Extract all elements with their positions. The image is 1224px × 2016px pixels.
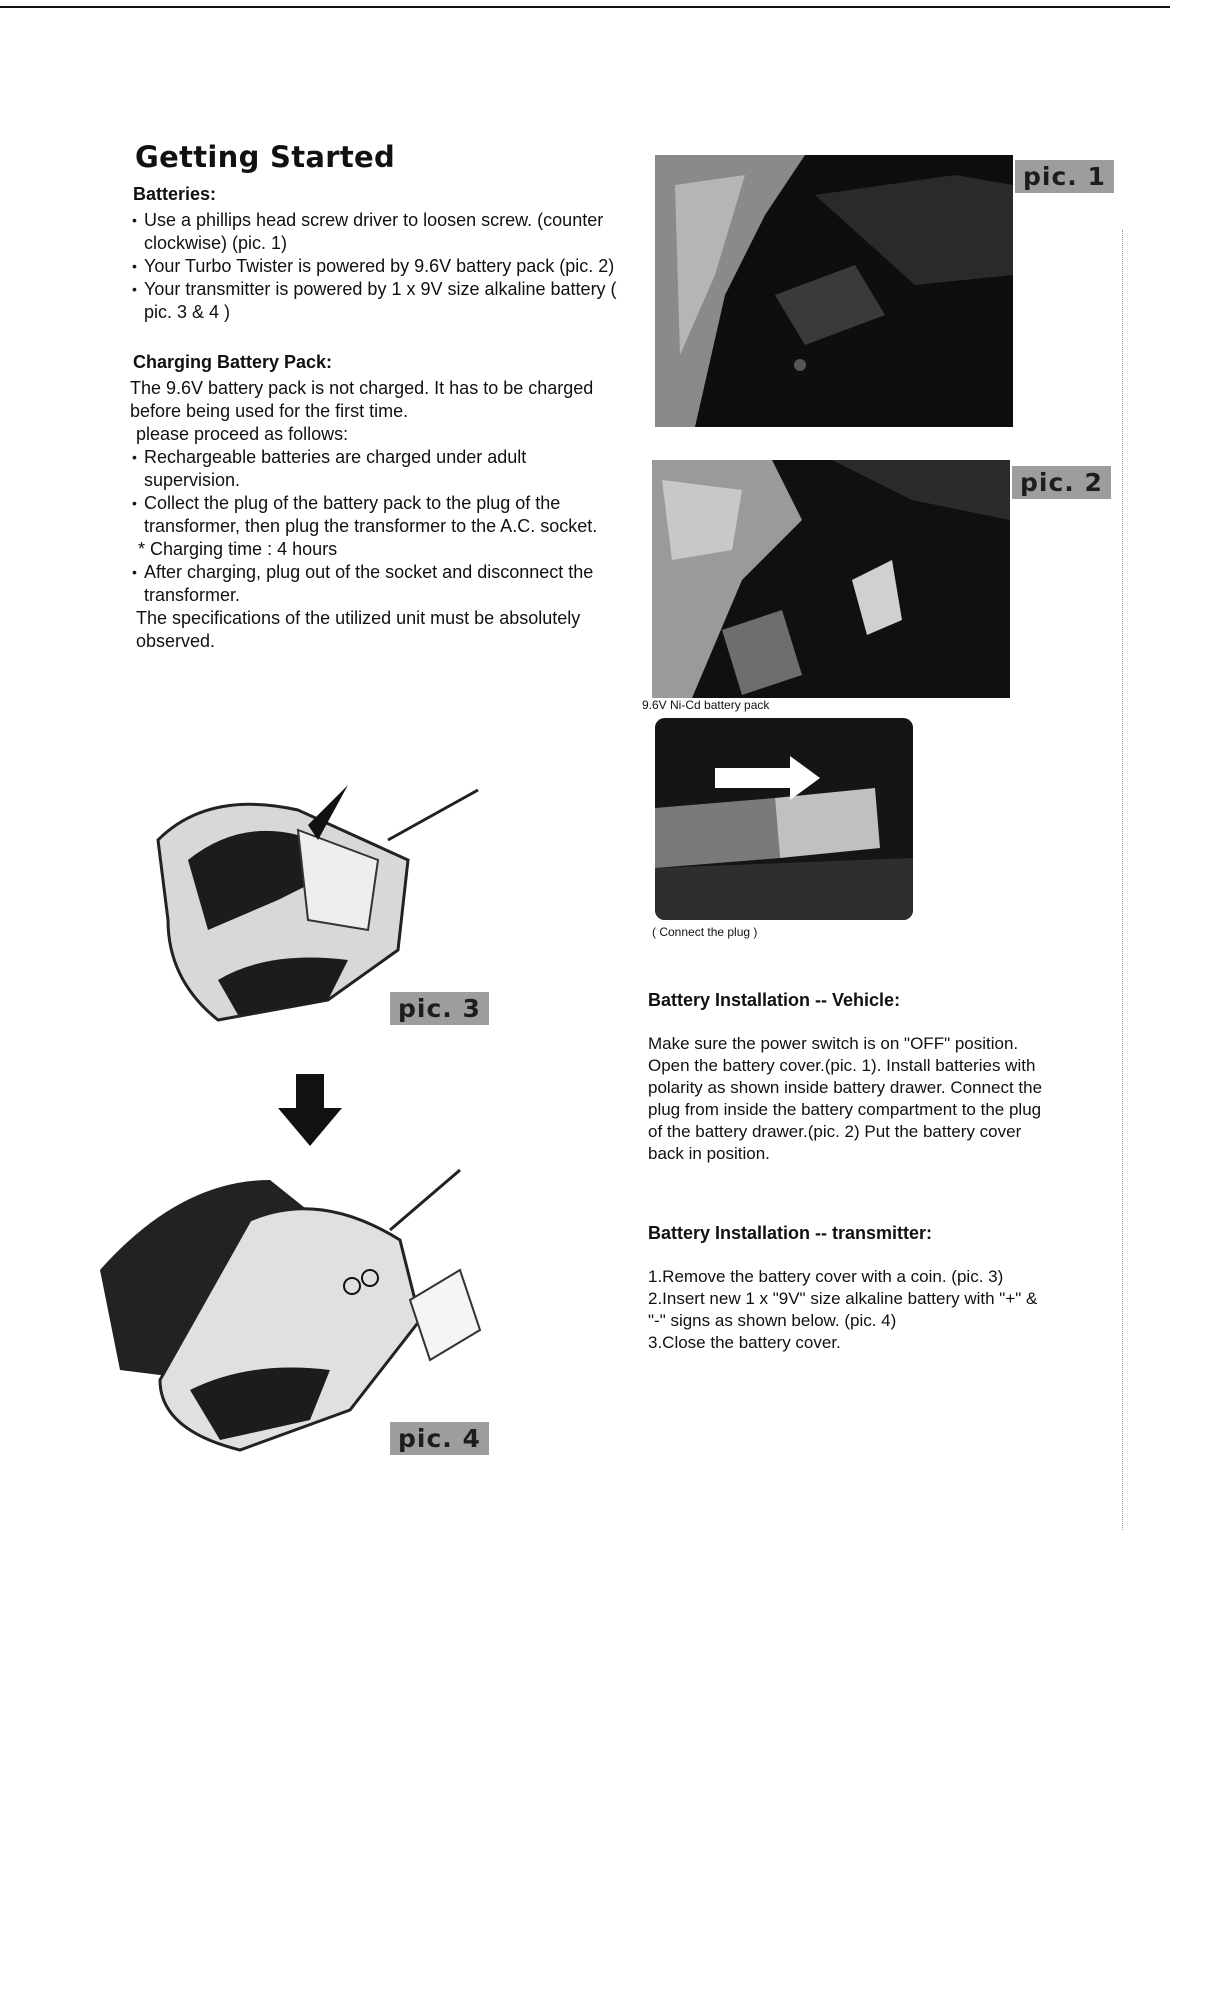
- charging-specs: The specifications of the utilized unit must be absolutely observed.: [136, 608, 581, 651]
- transmitter-steps: [648, 1266, 1048, 1354]
- transmitter-install-heading: Battery Installation -- transmitter:: [648, 1223, 933, 1243]
- connect-plug-caption: ( Connect the plug ): [652, 925, 758, 939]
- right-column: [648, 990, 1048, 1354]
- batteries-list: [130, 209, 620, 324]
- charging-list-2: [130, 561, 620, 607]
- pic-2-photo: [652, 460, 1010, 698]
- list-item: • Your transmitter is powered by 1 x 9V size alkaline battery ( pic. 3 & 4 ): [130, 278, 620, 324]
- charging-intro: The 9.6V battery pack is not charged. It has to be charged before being used for the first time.: [130, 378, 594, 421]
- pic-3-label: pic. 3: [390, 992, 489, 1025]
- pic-4-photo: [100, 1160, 500, 1460]
- left-column: [130, 140, 620, 653]
- transmitter-install-block: [648, 1223, 1048, 1354]
- vehicle-install-heading: Battery Installation -- Vehicle:: [648, 990, 901, 1010]
- list-item: • Use a phillips head screw driver to loosen screw. (counter clockwise) (pic. 1): [130, 209, 620, 255]
- vehicle-install-text: Make sure the power switch is on "OFF" position. Open the battery cover.(pic. 1). Install batteries with polarity as shown inside battery drawer. Connect the plug from inside the battery compartment to the plug of the battery drawer.(pic. 2) Put the battery cover back in position.: [648, 1034, 1043, 1163]
- pic-1-photo: [655, 155, 1013, 427]
- batteries-heading: Batteries:: [133, 184, 217, 204]
- charging-time-note: * Charging time : 4 hours: [130, 538, 620, 561]
- pic-2-label: pic. 2: [1012, 466, 1111, 499]
- charging-heading: Charging Battery Pack:: [133, 352, 333, 372]
- list-item: • Your Turbo Twister is powered by 9.6V battery pack (pic. 2): [130, 255, 620, 278]
- list-item: 1.Remove the battery cover with a coin. (pic. 3): [648, 1267, 1004, 1286]
- list-item: • Collect the plug of the battery pack to the plug of the transformer, then plug the transformer to the A.C. socket.: [130, 492, 620, 538]
- list-item: 3.Close the battery cover.: [648, 1333, 841, 1352]
- charging-proceed: please proceed as follows:: [136, 424, 349, 444]
- list-item: • After charging, plug out of the socket and disconnect the transformer.: [130, 561, 620, 607]
- connect-plug-photo: [655, 718, 913, 920]
- list-item: • Rechargeable batteries are charged under adult supervision.: [130, 446, 620, 492]
- page-edge-mark: [1122, 230, 1123, 1530]
- page-title: Getting Started: [135, 140, 396, 174]
- pic-1-label: pic. 1: [1015, 160, 1114, 193]
- charging-list: [130, 446, 620, 538]
- top-rule: [0, 6, 1170, 8]
- list-item: 2.Insert new 1 x "9V" size alkaline battery with "+" & "-" signs as shown below. (pic. 4): [648, 1289, 1038, 1330]
- down-arrow-icon: [278, 1074, 342, 1151]
- pic-4-label: pic. 4: [390, 1422, 489, 1455]
- battery-pack-caption: 9.6V Ni-Cd battery pack: [642, 698, 770, 712]
